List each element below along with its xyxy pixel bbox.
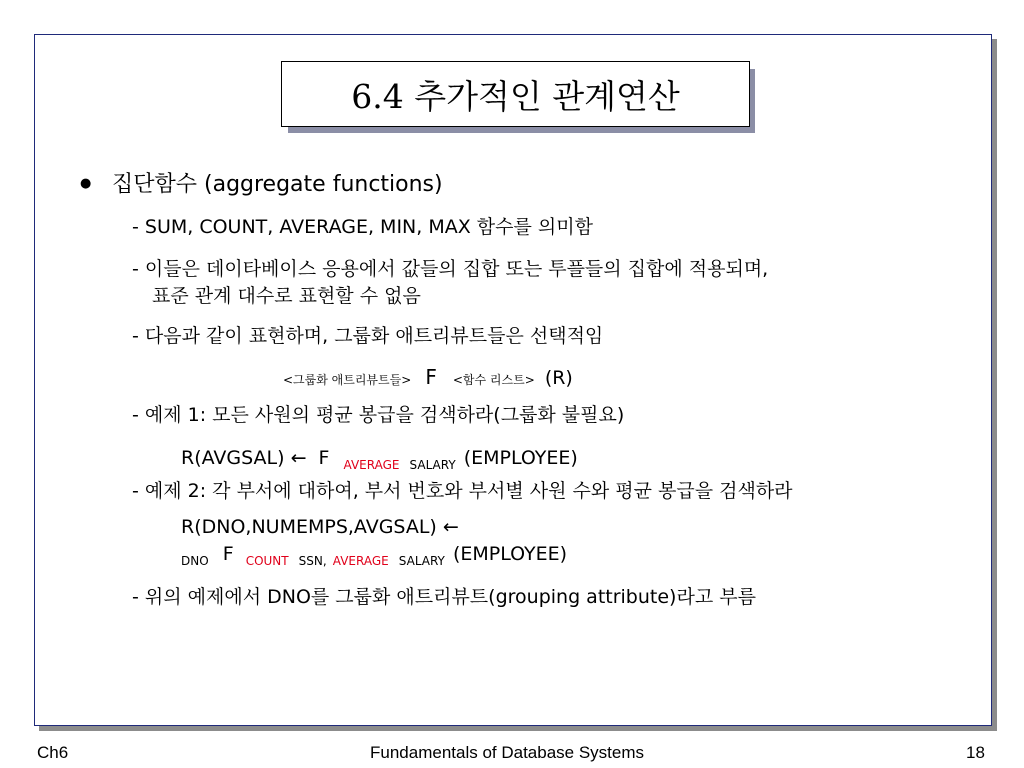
example-2: - 예제 2: 각 부서에 대하여, 부서 번호와 부서별 사원 수와 평균 봉급을 검색하라 [132,480,793,502]
ex2-attr2: SALARY [398,554,445,568]
syntax-f: F [425,365,437,389]
bullet-heading: 집단함수 (aggregate functions) [112,172,443,197]
ex1-rel: (EMPLOYEE) [463,447,578,469]
ex2-func1: COUNT [245,554,289,568]
ex2-attr1: SSN, [298,554,327,568]
bullet-dot-icon: ● [80,176,92,191]
syntax-line [283,367,573,388]
footer-book-title: Fundamentals of Database Systems [370,743,645,762]
syntax-rel: (R) [544,367,573,389]
slide-title-text: 6.4 추가적인 관계연산 [351,76,680,116]
syntax-funcs: <함수 리스트> [452,373,535,387]
ex2-f: F [222,543,234,565]
item-apply-line1: - 이들은 데이타베이스 응용에서 값들의 집합 또는 투플들의 집합에 적용되며, [132,258,769,280]
syntax-group: <그룹화 애트리뷰트들> [283,373,412,387]
item-notation: - 다음과 같이 표현하며, 그룹화 애트리뷰트들은 선택적임 [132,325,604,347]
ex1-attr: SALARY [409,458,456,472]
footer-chapter: Ch6 [37,743,69,762]
ex1-lhs: R(AVGSAL) ← [181,447,307,469]
example-2-lhs: R(DNO,NUMEMPS,AVGSAL) ← [181,516,459,538]
ex2-func2: AVERAGE [332,554,389,568]
footer-page-number: 18 [966,743,985,762]
ex2-rel: (EMPLOYEE) [452,543,568,565]
example-1-formula [181,447,578,472]
ex2-group: DNO [181,554,209,568]
item-apply-line2: 표준 관계 대수로 표현할 수 없음 [152,285,421,307]
ex1-f: F [318,447,330,469]
item-grouping-note: - 위의 예제에서 DNO를 그룹화 애트리뷰트(grouping attribute)라고 부름 [132,586,756,608]
example-1: - 예제 1: 모든 사원의 평균 봉급을 검색하라(그룹화 불필요) [132,404,625,426]
item-functions: - SUM, COUNT, AVERAGE, MIN, MAX 함수를 의미함 [132,216,593,238]
example-2-formula [181,543,568,568]
slide-title [281,61,750,127]
ex1-func: AVERAGE [343,458,400,472]
